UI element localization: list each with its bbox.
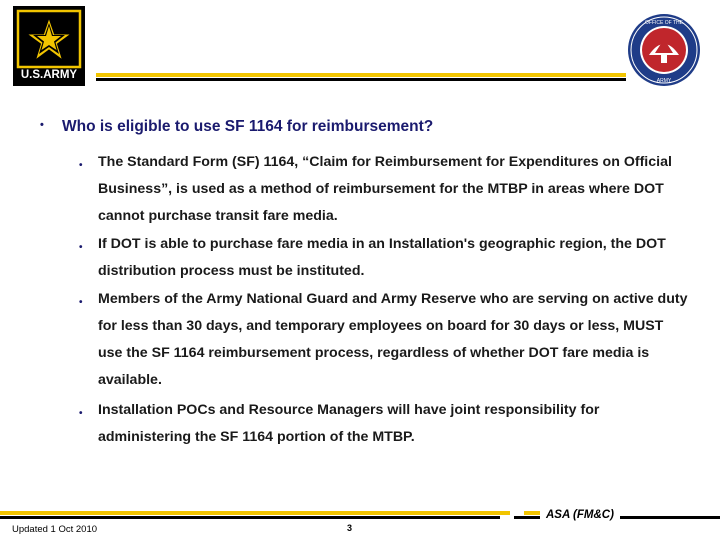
bullet-marker: • [79,408,83,419]
bullet-text: If DOT is able to purchase fare media in an Installation's geographic region, the DOT distribution process must be instituted. [98,236,666,279]
footer-org: ASA (FM&C) [540,509,620,521]
bullet-text: Installation POCs and Resource Managers will have joint responsibility for administering the SF 1164 portion of the MTBP. [98,402,600,445]
footer-rule-black [0,516,500,519]
svg-text:OFFICE OF THE: OFFICE OF THE [645,20,683,26]
bullet-text: The Standard Form (SF) 1164, “Claim for Reimbursement for Expenditures on Official Business”, is used as a method of reimbursement for the MTBP in areas where DOT cannot purchase transit fare media. [98,154,672,224]
bullet-marker: • [79,242,83,253]
slide-heading: Who is eligible to use SF 1164 for reimbursement? [62,118,434,135]
footer-updated: Updated 1 Oct 2010 [12,524,98,535]
logo-text: U.S.ARMY [20,69,78,81]
page-number: 3 [347,523,353,533]
bullet-marker: • [79,160,83,171]
heading-bullet: • [40,119,44,131]
bullet-marker: • [79,297,83,308]
svg-text:ARMY: ARMY [656,78,672,84]
footer-rule-gold [0,511,510,515]
bullet-text: Members of the Army National Guard and Army Reserve who are serving on active duty for less than 30 days, and temporary employees on board for 30 days or less, MUST use the SF 1164 reimbursement process, regardless of whether DOT fare media is available. [98,291,688,388]
